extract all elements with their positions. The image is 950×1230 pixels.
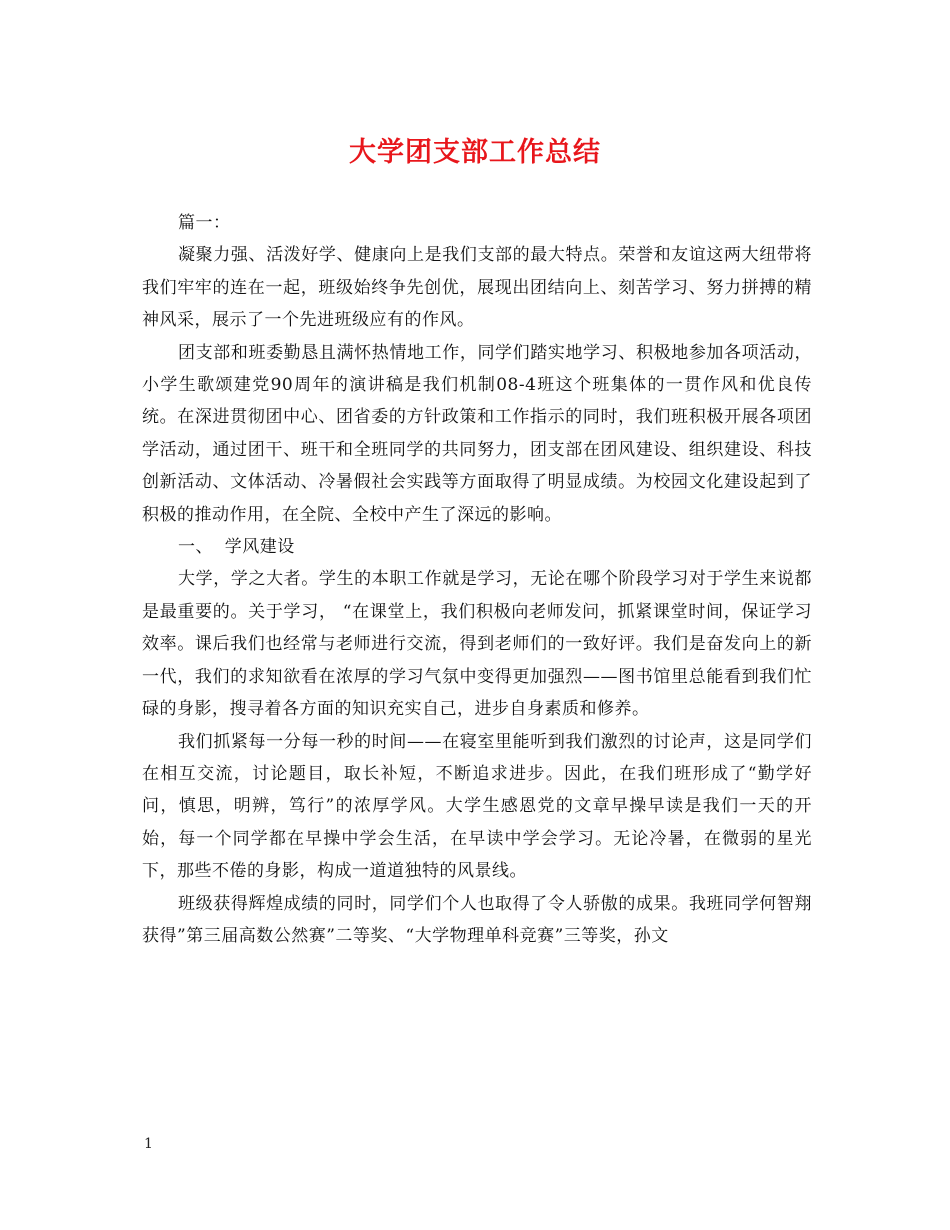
page-number: 1	[144, 1136, 153, 1152]
document-body	[142, 207, 812, 952]
document-title: 大学团支部工作总结	[349, 137, 601, 168]
paragraph: 班级获得辉煌成绩的同时，同学们个人也取得了令人骄傲的成果。我班同学何智翔获得”第三届高数公然赛”二等奖、“大学物理单科竞赛”三等奖，孙文	[142, 893, 812, 946]
paragraph: 我们抓紧每一分每一秒的时间——在寝室里能听到我们激烈的讨论声，这是同学们在相互交流，讨论题目，取长补短，不断追求进步。因此，在我们班形成了“勤学好问，慎思，明辨，笃行”的浓厚学风。大学生感恩党的文章早操早读是我们一天的开始，每一个同学都在早操中学会生活，在早读中学会学习。无论冷暑，在微弱的星光下，那些不倦的身影，构成一道道独特的风景线。	[142, 731, 812, 882]
section-heading: 一、 学风建设	[178, 537, 295, 558]
paragraph: 凝聚力强、活泼好学、健康向上是我们支部的最大特点。荣誉和友谊这两大纽带将我们牢牢的连在一起，班级始终争先创优，展现出团结向上、刻苦学习、努力拼搏的精神风采，展示了一个先进班级应有的作风。	[142, 245, 812, 331]
paragraph: 大学，学之大者。学生的本职工作就是学习，无论在哪个阶段学习对于学生来说都是最重要的。关于学习， “在课堂上，我们积极向老师发问，抓紧课堂时间，保证学习效率。课后我们也经常与老师进行交流，得到老师们的一致好评。我们是奋发向上的新一代，我们的求知欲看在浓厚的学习气氛中变得更加强烈——图书馆里总能看到我们忙碌的身影，搜寻着各方面的知识充实自己，进步自身素质和修养。	[142, 569, 812, 720]
paragraph: 团支部和班委勤恳且满怀热情地工作，同学们踏实地学习、积极地参加各项活动，小学生歌颂建党90周年的演讲稿是我们机制08-4班这个班集体的一贯作风和优良传统。在深进贯彻团中心、团省委的方针政策和工作指示的同时，我们班积极开展各项团学活动，通过团干、班干和全班同学的共同努力，团支部在团风建设、组织建设、科技创新活动、文体活动、冷暑假社会实践等方面取得了明显成绩。为校园文化建设起到了积极的推动作用，在全院、全校中产生了深远的影响。	[142, 342, 812, 525]
section-label: 篇一：	[178, 213, 231, 233]
